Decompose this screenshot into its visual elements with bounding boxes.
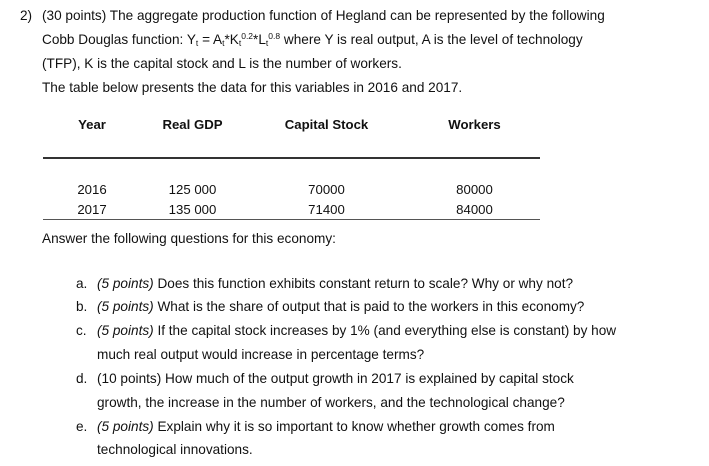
item-letter: c. — [76, 323, 87, 338]
header-workers: Workers — [448, 116, 501, 132]
item-points: (5 points) — [97, 299, 154, 314]
header-real-gdp: Real GDP — [162, 116, 223, 132]
question-number: 2) — [20, 8, 33, 23]
item-points: (5 points) — [97, 276, 154, 291]
cell-capital-stock: 70000 — [308, 181, 345, 197]
item-text-continuation: much real output would increase in percentage terms? — [97, 347, 425, 362]
table-rule-top — [43, 158, 540, 179]
item-text-continuation: growth, the increase in the number of workers, and the technological change? — [97, 395, 565, 410]
item-text-line: If the capital stock increases by 1% (and everything else is constant) by how — [157, 323, 617, 338]
item-text-line: What is the share of output that is paid to the workers in this economy? — [157, 299, 585, 314]
list-item — [97, 298, 584, 316]
item-letter: e. — [76, 419, 88, 434]
cell-real-gdp: 125 000 — [168, 181, 217, 197]
cell-workers: 80000 — [456, 181, 493, 197]
question-line-1 — [42, 7, 605, 25]
item-letter: b. — [76, 299, 88, 314]
question-line-2 — [42, 31, 583, 49]
list-item — [97, 370, 574, 388]
item-text-line: Explain why it is so important to know whether growth comes from — [157, 419, 555, 434]
cell-workers: 84000 — [456, 201, 493, 217]
subscript-t: t — [265, 38, 269, 48]
cell-real-gdp: 135 000 — [168, 201, 217, 217]
item-points: (10 points) — [97, 371, 162, 386]
formula-suffix: where Y is real output, A is the level of technology — [280, 32, 583, 47]
cell-year: 2017 — [77, 201, 107, 217]
item-points: (5 points) — [97, 419, 154, 434]
answer-prompt: Answer the following questions for this economy: — [42, 231, 336, 246]
subscript-t: t — [222, 38, 225, 48]
item-letter: a. — [76, 276, 88, 291]
item-letter: d. — [76, 371, 88, 386]
exponent-k: 0.2 — [241, 31, 254, 41]
data-table — [43, 111, 540, 240]
item-text-line: Does this function exhibits constant return to scale? Why or why not? — [157, 276, 574, 291]
formula-prefix: Cobb Douglas function: Y — [42, 32, 196, 47]
formula-times-l: *L — [253, 32, 266, 47]
question-line-3: (TFP), K is the capital stock and L is the number of workers. — [42, 56, 402, 71]
question-intro-text: The aggregate production function of Hegland can be represented by the following — [109, 8, 605, 23]
subscript-t: t — [195, 38, 199, 48]
question-line-4: The table below presents the data for this variables in 2016 and 2017. — [42, 80, 463, 95]
item-points: (5 points) — [97, 323, 154, 338]
item-text-continuation: technological innovations. — [97, 442, 253, 457]
formula-times-k: *K — [224, 32, 239, 47]
table-header-row — [43, 111, 540, 137]
cell-year: 2016 — [77, 181, 107, 197]
exponent-l: 0.8 — [268, 31, 281, 41]
header-year: Year — [78, 116, 106, 132]
subscript-t: t — [238, 38, 242, 48]
item-text-line: How much of the output growth in 2017 is explained by capital stock — [165, 371, 574, 386]
cell-capital-stock: 71400 — [308, 201, 345, 217]
table-row — [43, 199, 540, 220]
header-capital-stock: Capital Stock — [284, 116, 369, 132]
list-item — [97, 322, 616, 340]
list-item — [97, 275, 573, 293]
list-item — [97, 418, 555, 436]
question-points: (30 points) — [42, 8, 107, 23]
table-spacer — [43, 137, 540, 158]
table-row — [43, 179, 540, 199]
formula-equals-a: = A — [198, 32, 223, 47]
